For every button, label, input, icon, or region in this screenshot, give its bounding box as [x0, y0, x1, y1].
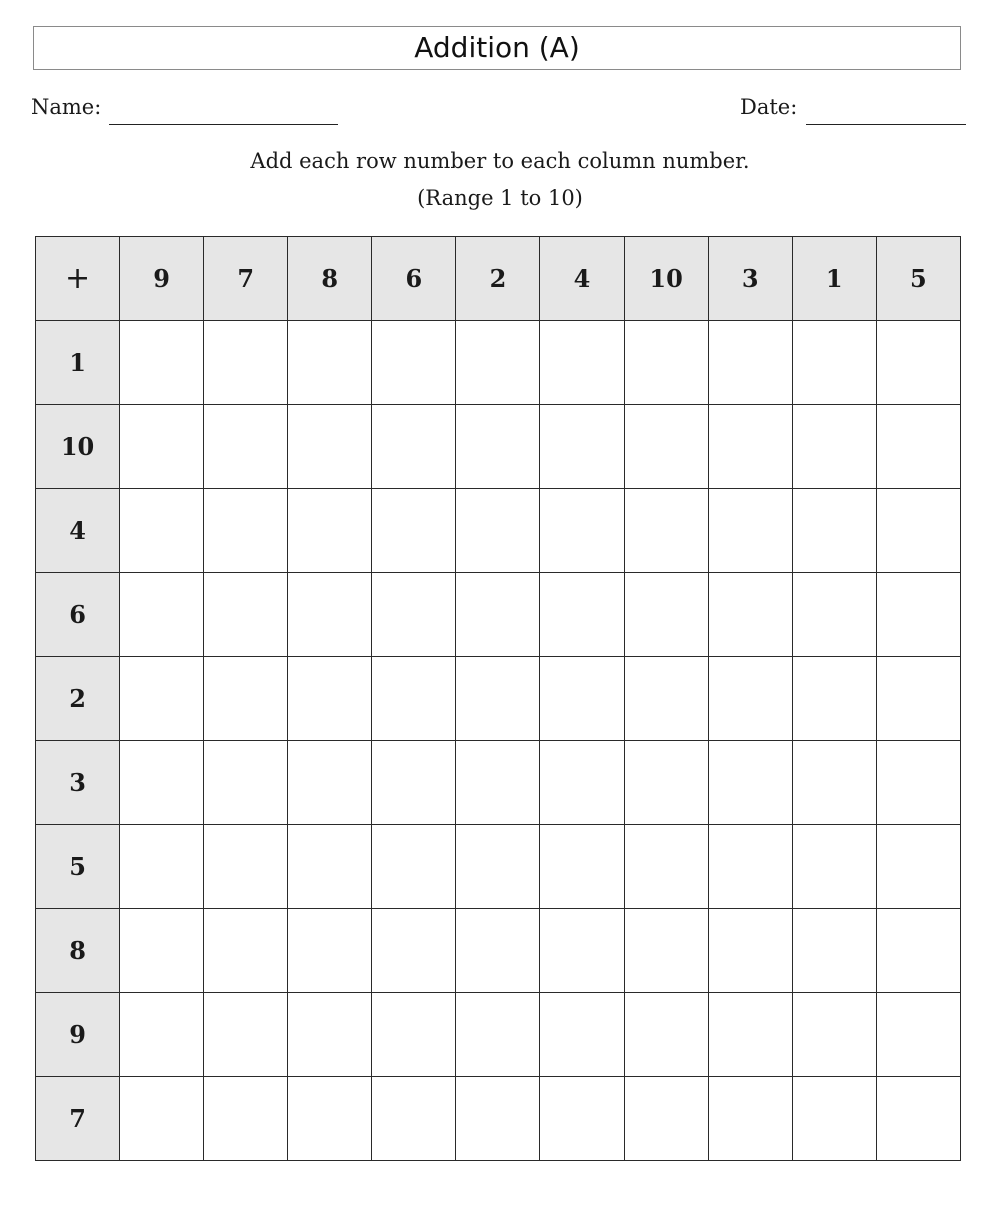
- answer-cell[interactable]: [624, 489, 708, 573]
- answer-cell[interactable]: [120, 1077, 204, 1161]
- table-row: [36, 657, 961, 741]
- worksheet-title: Addition (A): [33, 26, 961, 70]
- row-header: 3: [36, 741, 120, 825]
- row-header: 7: [36, 1077, 120, 1161]
- answer-cell[interactable]: [624, 909, 708, 993]
- answer-cell[interactable]: [372, 321, 456, 405]
- addition-table: [35, 236, 961, 1161]
- row-header: 10: [36, 405, 120, 489]
- answer-cell[interactable]: [876, 657, 960, 741]
- answer-cell[interactable]: [288, 573, 372, 657]
- answer-cell[interactable]: [372, 405, 456, 489]
- row-header: 1: [36, 321, 120, 405]
- answer-cell[interactable]: [876, 573, 960, 657]
- answer-cell[interactable]: [624, 741, 708, 825]
- answer-cell[interactable]: [708, 909, 792, 993]
- answer-cell[interactable]: [792, 993, 876, 1077]
- answer-cell[interactable]: [792, 825, 876, 909]
- answer-cell[interactable]: [120, 573, 204, 657]
- answer-cell[interactable]: [120, 825, 204, 909]
- column-header: 2: [456, 237, 540, 321]
- row-header: 4: [36, 489, 120, 573]
- answer-cell[interactable]: [288, 657, 372, 741]
- answer-cell[interactable]: [372, 489, 456, 573]
- answer-cell[interactable]: [540, 657, 624, 741]
- answer-cell[interactable]: [876, 741, 960, 825]
- answer-cell[interactable]: [204, 489, 288, 573]
- answer-cell[interactable]: [876, 993, 960, 1077]
- column-header: 7: [204, 237, 288, 321]
- answer-cell[interactable]: [372, 741, 456, 825]
- answer-cell[interactable]: [540, 573, 624, 657]
- answer-cell[interactable]: [204, 993, 288, 1077]
- table-row: [36, 741, 961, 825]
- answer-cell[interactable]: [204, 405, 288, 489]
- answer-cell[interactable]: [876, 489, 960, 573]
- answer-cell[interactable]: [792, 405, 876, 489]
- name-input-line[interactable]: [109, 124, 338, 125]
- answer-cell[interactable]: [876, 909, 960, 993]
- name-label: Name:: [31, 95, 102, 119]
- answer-cell[interactable]: [456, 825, 540, 909]
- answer-cell[interactable]: [624, 321, 708, 405]
- answer-cell[interactable]: [792, 321, 876, 405]
- answer-cell[interactable]: [288, 321, 372, 405]
- answer-cell[interactable]: [708, 1077, 792, 1161]
- answer-cell[interactable]: [708, 573, 792, 657]
- answer-cell[interactable]: [372, 1077, 456, 1161]
- answer-cell[interactable]: [204, 657, 288, 741]
- answer-cell[interactable]: [624, 657, 708, 741]
- table-row: [36, 405, 961, 489]
- answer-cell[interactable]: [372, 573, 456, 657]
- answer-cell[interactable]: [120, 909, 204, 993]
- answer-cell[interactable]: [456, 405, 540, 489]
- answer-cell[interactable]: [288, 825, 372, 909]
- answer-cell[interactable]: [120, 741, 204, 825]
- table-row: [36, 825, 961, 909]
- table-row: [36, 909, 961, 993]
- answer-cell[interactable]: [120, 405, 204, 489]
- answer-cell[interactable]: [876, 405, 960, 489]
- row-header: 2: [36, 657, 120, 741]
- answer-cell[interactable]: [792, 1077, 876, 1161]
- answer-cell[interactable]: [456, 321, 540, 405]
- row-header: 9: [36, 993, 120, 1077]
- answer-cell[interactable]: [456, 741, 540, 825]
- answer-cell[interactable]: [288, 489, 372, 573]
- row-header: 6: [36, 573, 120, 657]
- answer-cell[interactable]: [288, 741, 372, 825]
- column-header: 4: [540, 237, 624, 321]
- answer-cell[interactable]: [708, 657, 792, 741]
- answer-cell[interactable]: [204, 741, 288, 825]
- answer-cell[interactable]: [456, 1077, 540, 1161]
- answer-cell[interactable]: [288, 993, 372, 1077]
- table-row: [36, 573, 961, 657]
- answer-cell[interactable]: [876, 321, 960, 405]
- answer-cell[interactable]: [624, 1077, 708, 1161]
- answer-cell[interactable]: [624, 993, 708, 1077]
- answer-cell[interactable]: [540, 321, 624, 405]
- column-header: 8: [288, 237, 372, 321]
- answer-cell[interactable]: [540, 741, 624, 825]
- answer-cell[interactable]: [204, 1077, 288, 1161]
- column-header: 3: [708, 237, 792, 321]
- header-row: [36, 237, 961, 321]
- table-row: [36, 1077, 961, 1161]
- instruction-text: Add each row number to each column number.: [250, 149, 750, 173]
- answer-cell[interactable]: [876, 825, 960, 909]
- answer-cell[interactable]: [120, 993, 204, 1077]
- answer-cell[interactable]: [624, 825, 708, 909]
- answer-cell[interactable]: [204, 321, 288, 405]
- plus-operator-cell: +: [36, 237, 120, 321]
- table-row: [36, 321, 961, 405]
- answer-cell[interactable]: [456, 489, 540, 573]
- answer-cell[interactable]: [624, 573, 708, 657]
- column-header: 1: [792, 237, 876, 321]
- answer-cell[interactable]: [204, 825, 288, 909]
- answer-cell[interactable]: [372, 909, 456, 993]
- column-header: 9: [120, 237, 204, 321]
- answer-cell[interactable]: [204, 909, 288, 993]
- answer-cell[interactable]: [288, 1077, 372, 1161]
- answer-cell[interactable]: [708, 993, 792, 1077]
- date-label: Date:: [740, 95, 798, 119]
- answer-cell[interactable]: [120, 489, 204, 573]
- answer-cell[interactable]: [456, 993, 540, 1077]
- answer-cell[interactable]: [540, 405, 624, 489]
- table-row: [36, 489, 961, 573]
- answer-cell[interactable]: [708, 741, 792, 825]
- date-input-line[interactable]: [806, 124, 966, 125]
- table-row: [36, 993, 961, 1077]
- column-header: 5: [876, 237, 960, 321]
- answer-cell[interactable]: [456, 573, 540, 657]
- answer-cell[interactable]: [540, 993, 624, 1077]
- column-header: 10: [624, 237, 708, 321]
- answer-cell[interactable]: [624, 405, 708, 489]
- answer-cell[interactable]: [792, 657, 876, 741]
- answer-cell[interactable]: [708, 489, 792, 573]
- answer-cell[interactable]: [792, 489, 876, 573]
- answer-cell[interactable]: [372, 657, 456, 741]
- answer-cell[interactable]: [540, 825, 624, 909]
- answer-cell[interactable]: [120, 321, 204, 405]
- row-header: 8: [36, 909, 120, 993]
- answer-cell[interactable]: [708, 825, 792, 909]
- range-text: (Range 1 to 10): [417, 186, 583, 210]
- answer-cell[interactable]: [540, 909, 624, 993]
- answer-cell[interactable]: [288, 405, 372, 489]
- answer-cell[interactable]: [456, 657, 540, 741]
- row-header: 5: [36, 825, 120, 909]
- answer-cell[interactable]: [792, 741, 876, 825]
- answer-cell[interactable]: [708, 405, 792, 489]
- answer-cell[interactable]: [876, 1077, 960, 1161]
- answer-cell[interactable]: [540, 489, 624, 573]
- answer-cell[interactable]: [372, 825, 456, 909]
- answer-cell[interactable]: [288, 909, 372, 993]
- answer-cell[interactable]: [372, 993, 456, 1077]
- answer-cell[interactable]: [708, 321, 792, 405]
- answer-cell[interactable]: [540, 1077, 624, 1161]
- answer-cell[interactable]: [456, 909, 540, 993]
- column-header: 6: [372, 237, 456, 321]
- answer-cell[interactable]: [792, 573, 876, 657]
- answer-cell[interactable]: [792, 909, 876, 993]
- answer-cell[interactable]: [120, 657, 204, 741]
- answer-cell[interactable]: [204, 573, 288, 657]
